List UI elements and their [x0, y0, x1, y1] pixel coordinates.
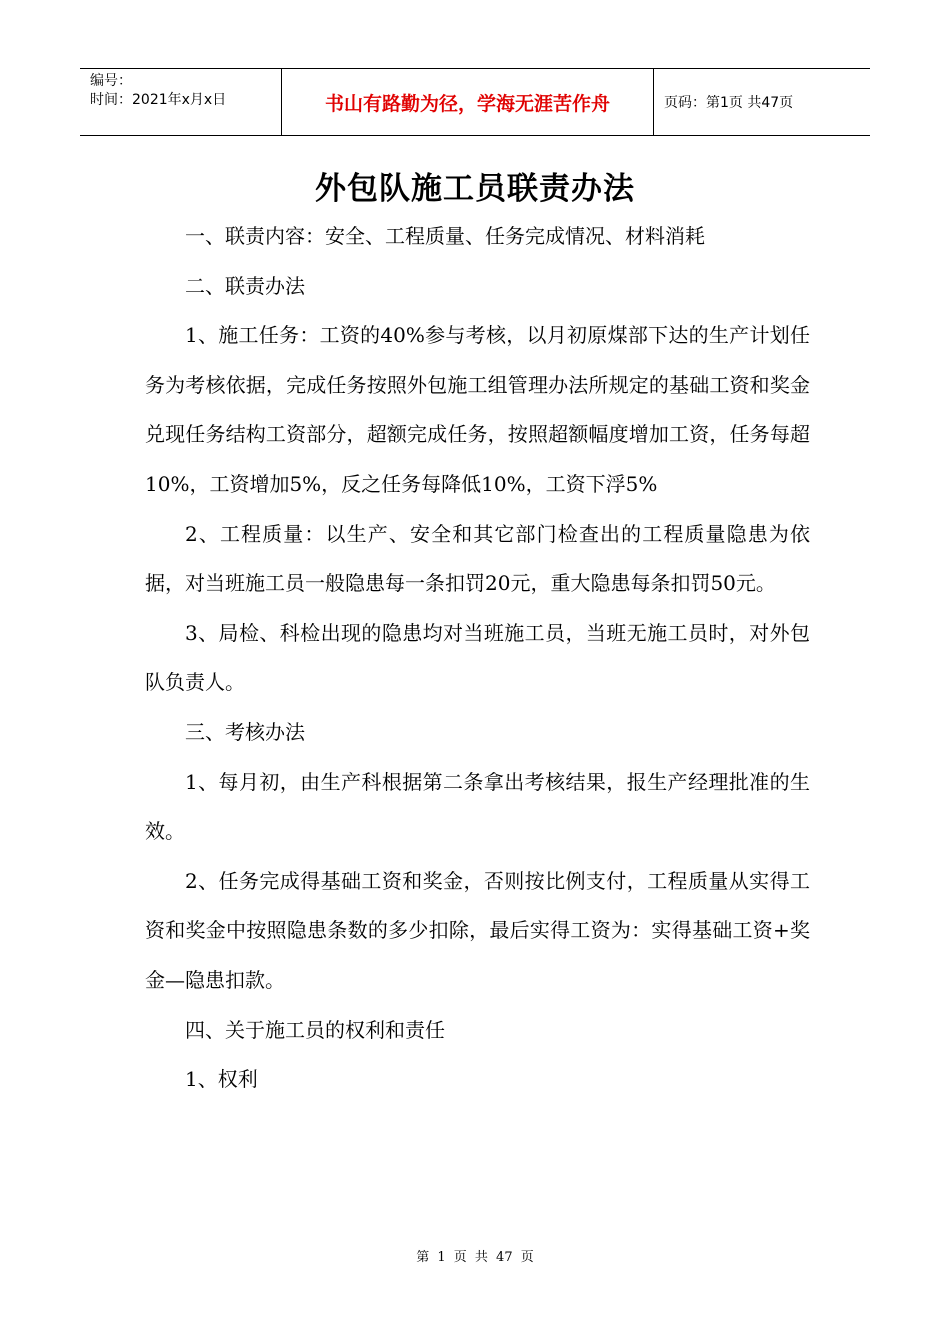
- header-table: [80, 68, 870, 136]
- paragraph: 三、考核办法: [185, 719, 305, 744]
- document-time-label: 时间：2021年x月x日: [90, 92, 227, 108]
- paragraph: 2、任务完成得基础工资和奖金，否则按比例支付，工程质量从实得工资和奖金中按照隐患条数的多少扣除，最后实得工资为：实得基础工资+奖金—隐患扣款。: [145, 868, 810, 992]
- header-meta-cell: [80, 69, 282, 135]
- paragraph: 1、每月初，由生产科根据第二条拿出考核结果，报生产经理批准的生效。: [145, 769, 810, 844]
- header-motto-cell: [282, 69, 654, 135]
- header-page-cell: [654, 69, 870, 135]
- page-footer: 第 1 页 共 47 页: [416, 1250, 534, 1265]
- document-body: [145, 212, 810, 1105]
- paragraph: 3、局检、科检出现的隐患均对当班施工员，当班无施工员时，对外包队负责人。: [145, 620, 810, 695]
- paragraph: 一、联责内容：安全、工程质量、任务完成情况、材料消耗: [185, 224, 705, 248]
- paragraph: 四、关于施工员的权利和责任: [185, 1017, 445, 1042]
- paragraph: 二、联责办法: [185, 273, 305, 298]
- header-page-info: 页码：第1页 共47页: [664, 95, 794, 111]
- paragraph: 2、工程质量：以生产、安全和其它部门检查出的工程质量隐患为依据，对当班施工员一般隐患每一条扣罚20元，重大隐患每条扣罚50元。: [145, 521, 810, 596]
- paragraph: 1、权利: [185, 1067, 258, 1092]
- header-motto: 书山有路勤为径，学海无涯苦作舟: [324, 92, 610, 115]
- paragraph: 1、施工任务：工资的40%参与考核，以月初原煤部下达的生产计划任务为考核依据，完成任务按照外包施工组管理办法所规定的基础工资和奖金兑现任务结构工资部分，超额完成任务，按照超额幅度增加工资，任务每超10%，工资增加5%，反之任务每降低10%，工资下浮5%: [145, 323, 810, 496]
- document-title: 外包队施工员联责办法: [315, 171, 635, 207]
- document-number-label: 编号：: [90, 73, 132, 89]
